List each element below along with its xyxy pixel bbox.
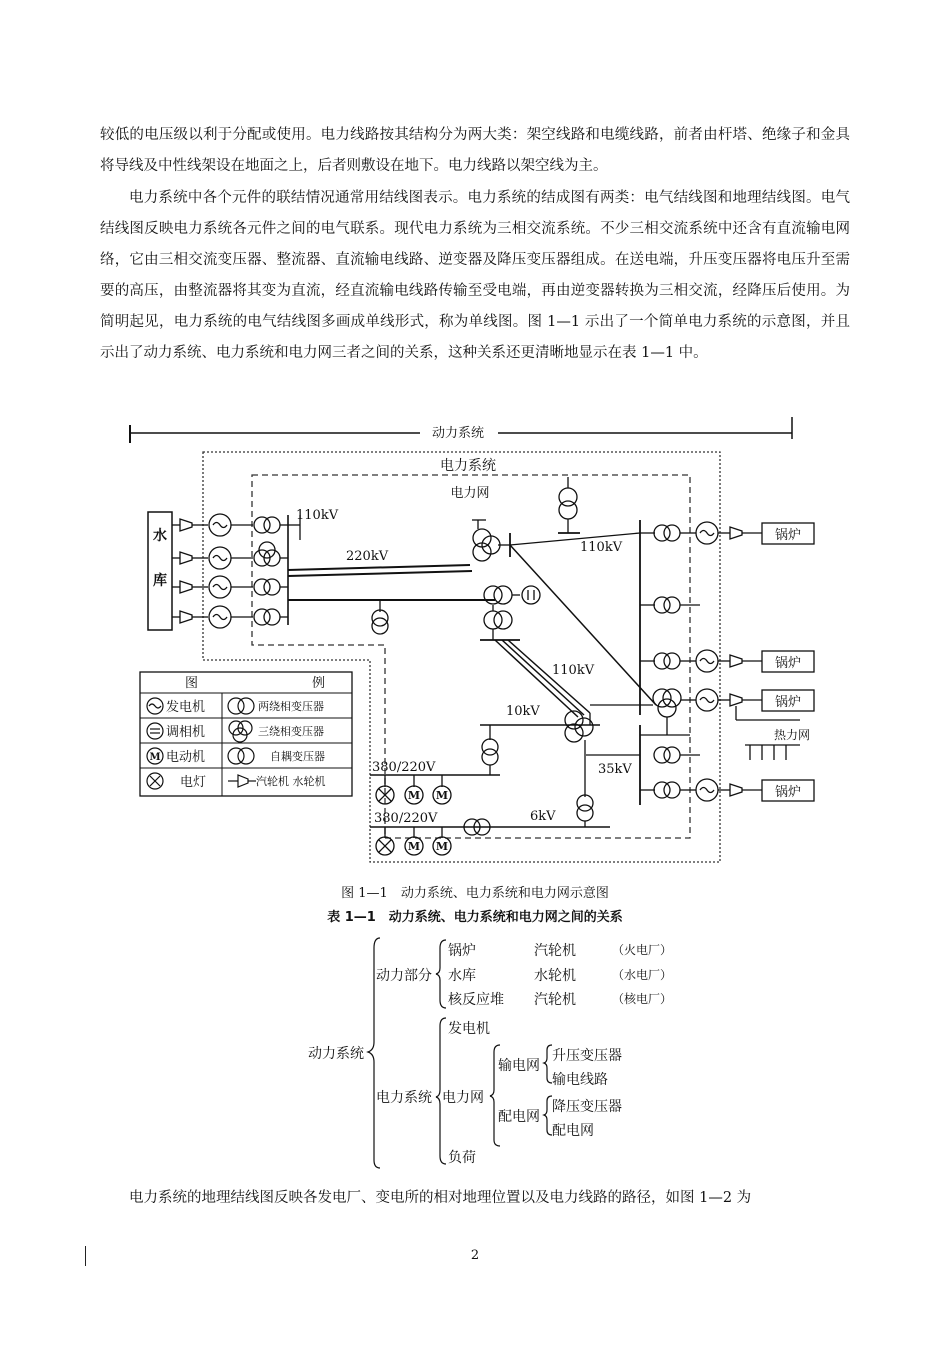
tree-row-1-b: 汽轮机 [534, 943, 576, 959]
svg-text:M: M [435, 789, 449, 802]
legend-t2: 两绕相变压器 [258, 700, 324, 713]
tree-dist-net: 配电网 [498, 1109, 540, 1125]
legend-title-1: 图 [185, 676, 199, 691]
paragraph-2: 电力系统中各个元件的联结情况通常用结线图表示。电力系统的结成图有两类：电气结线图和地理结线图。电气结线图反映电力系统各元件之间的电气联系。现代电力系统为三相交流系统。不少三相交流系统中还含有直流输电网络，它由三相交流变压器、整流器、直流输电线路、逆变器及降压变压器组成。在送电端，升压变压器将电压升至需要的高压，由整流器将其变为直流，经直流输电线路传输至受电端，再由逆变器转换为三相交流，经降压后使用。为简明起见，电力系统的电气结线图多画成单线形式，称为单线图。图 1—1 示出了一个简单电力系统的示意图，并且示出了动力系统、电力系统和电力网三者之间的关系，这种关系还更清晰地显示在表 1—1 中。 [100, 190, 850, 361]
tree-grid: 电力网 [442, 1090, 484, 1106]
label-110kv-a: 110kV [296, 508, 339, 523]
label-dianli-wang: 电力网 [450, 486, 490, 501]
tree-root: 动力系统 [308, 1046, 364, 1062]
tree-load: 负荷 [448, 1150, 476, 1166]
label-reliwang: 热力网 [773, 728, 811, 742]
tree-row-3-b: 汽轮机 [534, 992, 576, 1008]
label-dongli: 动力系统 [431, 426, 485, 441]
label-110kv-b: 110kV [580, 540, 623, 555]
tree-elec-sys: 电力系统 [376, 1090, 432, 1106]
label-6kv: 6kV [530, 809, 556, 824]
legend-condenser: 调相机 [166, 725, 206, 740]
svg-text:M: M [407, 840, 421, 853]
brace-power [436, 940, 446, 1008]
table-caption: 表 1—1 动力系统、电力系统和电力网之间的关系 [327, 910, 623, 925]
relation-tree [300, 930, 700, 1175]
tree-row-2-a: 水库 [448, 968, 476, 984]
brace-trans [544, 1045, 552, 1083]
label-380-a: 380/220V [372, 760, 436, 775]
tree-power-part: 动力部分 [376, 968, 432, 984]
tree-step-up: 升压变压器 [552, 1048, 622, 1064]
legend-generator: 发电机 [166, 700, 206, 715]
tree-row-3-a: 核反应堆 [448, 992, 504, 1008]
figure-caption: 图 1—1 动力系统、电力系统和电力网示意图 [341, 886, 609, 901]
boiler-label-2: 锅炉 [774, 656, 802, 671]
label-10kv: 10kV [506, 704, 540, 719]
page-number: 2 [470, 1248, 480, 1263]
reservoir-label-1: 水 [153, 528, 167, 544]
label-110kv-c: 110kV [552, 663, 595, 678]
legend-table [140, 672, 352, 796]
tree-generator: 发电机 [448, 1021, 490, 1037]
brace-dist [544, 1096, 552, 1135]
power-system-diagram [100, 415, 820, 870]
tree-dist-grid: 配电网 [552, 1123, 594, 1139]
reservoir-label-2: 库 [153, 573, 167, 589]
legend-turbine: 汽轮机 水轮机 [256, 775, 326, 788]
legend-lamp: 电灯 [180, 775, 207, 790]
boiler-label-4: 锅炉 [774, 785, 802, 800]
svg-text:M: M [149, 752, 161, 763]
legend-title-2: 例 [312, 676, 326, 691]
label-220kv: 220kV [346, 549, 389, 564]
tree-trans-line: 输电线路 [552, 1072, 608, 1088]
svg-text:M: M [407, 789, 421, 802]
svg-text:M: M [435, 840, 449, 853]
legend-t3: 三绕相变压器 [258, 725, 324, 738]
tree-step-down: 降压变压器 [552, 1099, 622, 1115]
paragraph-1: 较低的电压级以利于分配或使用。电力线路按其结构分为两大类：架空线路和电缆线路，前者由杆塔、绝缘子和金具将导线及中性线架设在地面之上，后者则敷设在地下。电力线路以架空线为主。 [100, 127, 850, 174]
tree-row-2-c: （水电厂） [612, 968, 673, 982]
boiler-label-1: 锅炉 [774, 528, 802, 543]
legend-auto: 自耦变压器 [270, 750, 325, 763]
label-380-b: 380/220V [374, 811, 438, 826]
tree-trans-net: 输电网 [498, 1058, 540, 1074]
boiler-label-3: 锅炉 [774, 695, 802, 710]
label-dianli-xitong: 电力系统 [440, 458, 496, 474]
label-35kv: 35kV [598, 762, 632, 777]
tree-row-1-c: （火电厂） [612, 943, 673, 957]
tree-row-3-c: （核电厂） [612, 992, 673, 1006]
tree-row-2-b: 水轮机 [534, 968, 576, 984]
tree-row-1-a: 锅炉 [448, 943, 476, 959]
paragraph-3: 电力系统的地理结线图反映各发电厂、变电所的相对地理位置以及电力线路的路径，如图 1—2 为 [129, 1190, 752, 1206]
legend-motor: 电动机 [166, 750, 206, 765]
